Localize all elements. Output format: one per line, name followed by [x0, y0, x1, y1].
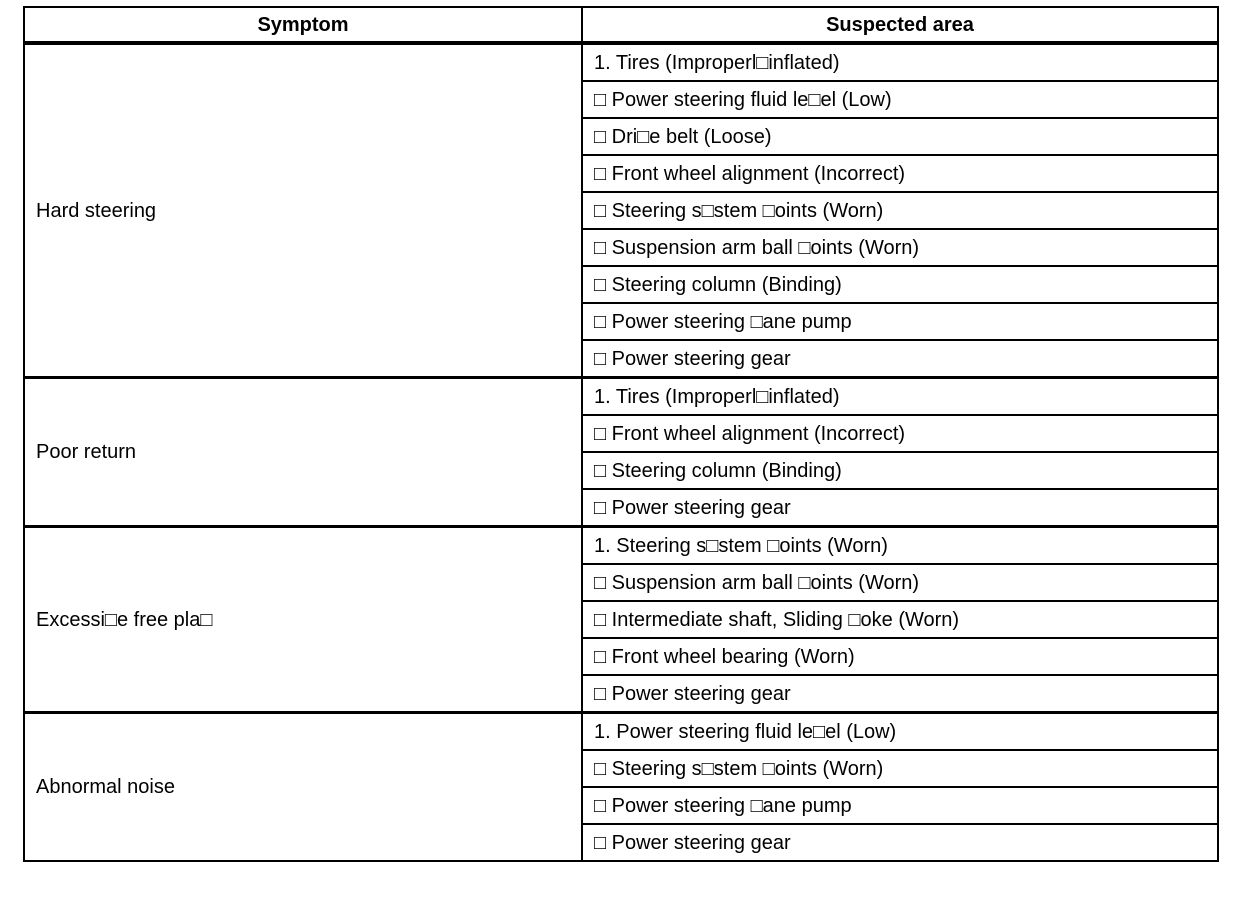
suspected-area-cell: □ Power steering fluid le□el (Low): [582, 81, 1218, 118]
header-suspected-area: Suspected area: [582, 7, 1218, 43]
suspected-area-cell: □ Front wheel bearing (Worn): [582, 638, 1218, 675]
suspected-area-cell: □ Dri□e belt (Loose): [582, 118, 1218, 155]
suspected-area-cell: □ Power steering gear: [582, 824, 1218, 861]
suspected-area-cell: □ Steering s□stem □oints (Worn): [582, 750, 1218, 787]
suspected-area-cell: 1. Tires (Improperl□inflated): [582, 43, 1218, 81]
suspected-area-cell: □ Steering column (Binding): [582, 266, 1218, 303]
table-row: [24, 527, 1218, 565]
table-header-row: [24, 7, 1218, 43]
suspected-area-cell: 1. Steering s□stem □oints (Worn): [582, 527, 1218, 565]
suspected-area-cell: □ Power steering □ane pump: [582, 787, 1218, 824]
suspected-area-cell: □ Intermediate shaft, Sliding □oke (Worn): [582, 601, 1218, 638]
symptom-cell: Hard steering: [24, 43, 582, 378]
suspected-area-cell: 1. Power steering fluid le□el (Low): [582, 713, 1218, 751]
table-row: [24, 378, 1218, 416]
suspected-area-cell: 1. Tires (Improperl□inflated): [582, 378, 1218, 416]
suspected-area-cell: □ Front wheel alignment (Incorrect): [582, 415, 1218, 452]
suspected-area-cell: □ Front wheel alignment (Incorrect): [582, 155, 1218, 192]
suspected-area-cell: □ Power steering gear: [582, 675, 1218, 713]
suspected-area-cell: □ Power steering gear: [582, 340, 1218, 378]
symptom-table: [23, 6, 1219, 862]
suspected-area-cell: □ Power steering gear: [582, 489, 1218, 527]
header-symptom: Symptom: [24, 7, 582, 43]
suspected-area-cell: □ Steering s□stem □oints (Worn): [582, 192, 1218, 229]
suspected-area-cell: □ Power steering □ane pump: [582, 303, 1218, 340]
suspected-area-cell: □ Suspension arm ball □oints (Worn): [582, 229, 1218, 266]
table-row: [24, 713, 1218, 751]
table-row: [24, 43, 1218, 81]
table-body: [24, 43, 1218, 861]
suspected-area-cell: □ Steering column (Binding): [582, 452, 1218, 489]
suspected-area-cell: □ Suspension arm ball □oints (Worn): [582, 564, 1218, 601]
symptom-cell: Excessi□e free pla□: [24, 527, 582, 713]
symptom-cell: Abnormal noise: [24, 713, 582, 862]
symptom-cell: Poor return: [24, 378, 582, 527]
